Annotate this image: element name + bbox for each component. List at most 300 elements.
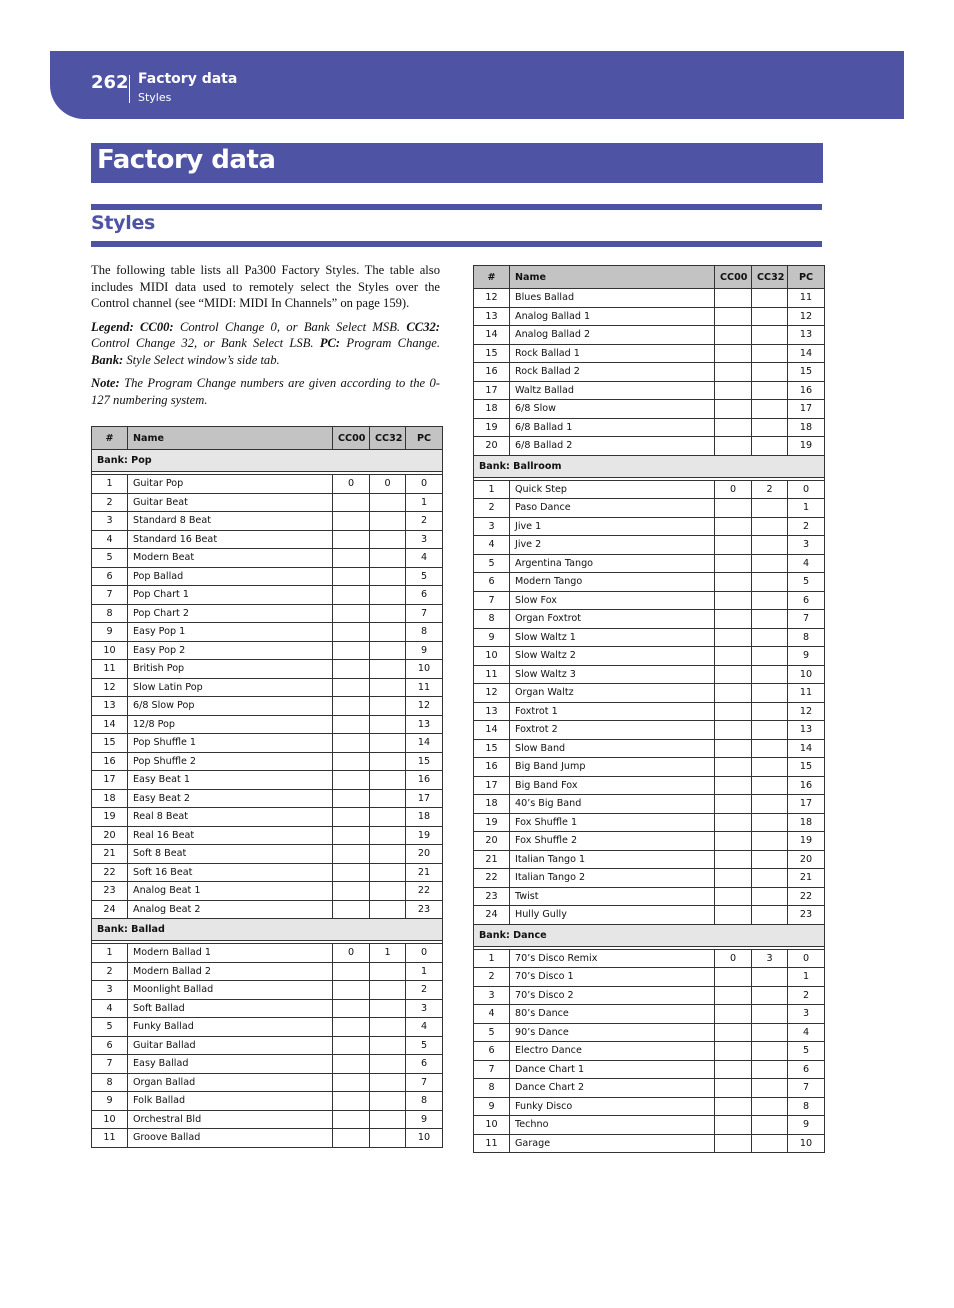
col-cc00-cell [333,808,370,827]
col-number-cell: 8 [474,610,510,629]
col-cc32-cell [370,1110,406,1129]
col-number-cell: 5 [474,1023,510,1042]
col-number-cell: 21 [92,845,128,864]
table-row [92,900,443,919]
col-cc32-cell [370,493,406,512]
col-cc32-cell [370,1055,406,1074]
col-cc00-cell [715,289,752,308]
col-name-cell: 6/8 Slow [510,400,715,419]
col-pc-cell: 10 [406,1129,443,1148]
title-bar [91,143,823,183]
col-name-cell: Slow Fox [510,591,715,610]
col-cc32-cell [752,307,788,326]
col-number-cell: 16 [92,752,128,771]
col-pc-cell: 11 [406,678,443,697]
cc00-text: Control Change 0, or Bank Select MSB. [179,319,401,334]
col-cc00-cell [333,845,370,864]
col-cc00-cell [333,999,370,1018]
table-row [474,344,825,363]
col-cc00-cell [715,591,752,610]
col-cc00-cell [715,610,752,629]
col-pc-cell: 16 [788,381,825,400]
page-title: Factory data [97,145,276,175]
table-row [474,437,825,456]
legend-paragraph [91,319,440,369]
col-number-cell: 8 [92,604,128,623]
col-cc32-cell [752,665,788,684]
table-row [474,610,825,629]
col-cc32-cell [752,1097,788,1116]
col-cc00-cell [715,307,752,326]
col-number-cell: 24 [474,906,510,925]
col-name-cell: Hully Gully [510,906,715,925]
col-pc-cell: 5 [406,1036,443,1055]
col-number-cell: 11 [92,1129,128,1148]
col-number-cell: 7 [474,591,510,610]
col-cc32-cell [370,697,406,716]
table-row [92,1092,443,1111]
col-number-cell: 6 [474,1042,510,1061]
col-cc32-cell [752,418,788,437]
col-cc32-cell [752,850,788,869]
col-pc-cell: 7 [788,1079,825,1098]
col-number-cell: 19 [92,808,128,827]
col-pc-cell: 6 [406,586,443,605]
col-pc-cell: 5 [788,1042,825,1061]
col-number-cell: 1 [92,475,128,494]
col-cc00-cell [333,882,370,901]
table-row [92,1055,443,1074]
table-row [474,665,825,684]
col-cc00-cell [333,530,370,549]
col-pc-cell: 0 [406,944,443,963]
col-name-cell: Blues Ballad [510,289,715,308]
col-pc-cell: 16 [406,771,443,790]
col-name-cell: Waltz Ballad [510,381,715,400]
header-section: Factory data [138,71,238,87]
col-cc00-cell [715,517,752,536]
col-cc32-cell [752,289,788,308]
col-cc00-cell [715,968,752,987]
table-row [474,869,825,888]
table-row [474,906,825,925]
col-cc00-cell [715,758,752,777]
col-name-cell: 70’s Disco 1 [510,968,715,987]
table-row [92,715,443,734]
col-cc32-cell [752,776,788,795]
col-cc32-cell: 1 [370,944,406,963]
col-name-cell: Big Band Jump [510,758,715,777]
table-row [92,660,443,679]
col-cc32-cell [370,771,406,790]
col-name-cell: Standard 8 Beat [128,512,333,531]
col-number-cell: 9 [474,628,510,647]
col-pc-cell: 3 [788,1005,825,1024]
col-name-cell: Italian Tango 2 [510,869,715,888]
col-cc00-cell [715,1116,752,1135]
table-header-row [474,266,825,289]
col-pc-cell: 10 [788,665,825,684]
col-name-cell: Analog Beat 2 [128,900,333,919]
col-name-cell: Electro Dance [510,1042,715,1061]
col-cc00-cell [333,641,370,660]
col-name-cell: Quick Step [510,480,715,499]
col-pc-cell: 12 [788,307,825,326]
col-name-cell: Modern Tango [510,573,715,592]
col-number-cell: 2 [92,493,128,512]
col-cc00-cell [715,326,752,345]
col-pc-cell: 12 [406,697,443,716]
col-name-cell: Italian Tango 1 [510,850,715,869]
col-name-cell: 6/8 Ballad 1 [510,418,715,437]
table-row [474,1042,825,1061]
col-pc-cell: 23 [406,900,443,919]
col-number-cell: 15 [474,739,510,758]
table-row [92,549,443,568]
col-cc00-cell [715,869,752,888]
col-number-cell: 23 [474,887,510,906]
col-name-cell: 12/8 Pop [128,715,333,734]
table-row [92,1018,443,1037]
col-number-cell: 17 [92,771,128,790]
table-row [92,604,443,623]
col-pc-cell: 17 [788,400,825,419]
col-cc32-cell [370,1018,406,1037]
col-pc-cell: 21 [406,863,443,882]
col-pc-cell: 1 [406,962,443,981]
col-name-cell: Rock Ballad 2 [510,363,715,382]
col-name-cell: Foxtrot 1 [510,702,715,721]
note-label: Note: [91,376,120,390]
table-row [92,981,443,1000]
col-pc-cell: 13 [788,721,825,740]
col-name-cell: British Pop [128,660,333,679]
col-cc32-cell [752,591,788,610]
col-number-cell: 10 [92,1110,128,1129]
col-pc-cell: 23 [788,906,825,925]
col-cc32-header: CC32 [370,427,406,450]
col-cc00-cell [715,1042,752,1061]
col-number-cell: 17 [474,381,510,400]
col-cc32-cell [752,1023,788,1042]
col-name-cell: Jive 2 [510,536,715,555]
col-number-cell: 17 [474,776,510,795]
col-number-cell: 18 [474,795,510,814]
col-number-cell: 10 [474,1116,510,1135]
col-number-cell: 7 [474,1060,510,1079]
col-pc-cell: 18 [406,808,443,827]
col-cc32-cell [752,684,788,703]
col-pc-cell: 4 [406,1018,443,1037]
col-pc-cell: 19 [406,826,443,845]
table-row [92,530,443,549]
col-pc-cell: 8 [406,623,443,642]
table-row [92,1129,443,1148]
col-cc32-cell [752,344,788,363]
col-name-cell: Guitar Pop [128,475,333,494]
col-pc-cell: 1 [788,499,825,518]
col-number-cell: 14 [92,715,128,734]
col-cc32-cell [370,715,406,734]
col-cc32-cell [370,962,406,981]
table-row [92,944,443,963]
table-row [474,721,825,740]
legend-label: Legend: [91,319,134,334]
col-number-cell: 1 [92,944,128,963]
col-cc00-cell [333,1092,370,1111]
col-cc32-cell [370,734,406,753]
col-number-cell: 24 [92,900,128,919]
col-number-cell: 15 [474,344,510,363]
col-number-cell: 11 [474,1134,510,1153]
table-row [474,1134,825,1153]
col-name-cell: Rock Ballad 1 [510,344,715,363]
col-cc32-cell: 3 [752,949,788,968]
col-cc32-cell [752,813,788,832]
col-cc32-cell [370,1129,406,1148]
col-cc00-cell [715,887,752,906]
table-row [474,326,825,345]
col-name-cell: Real 8 Beat [128,808,333,827]
col-cc32-cell [370,641,406,660]
col-cc32-cell [752,906,788,925]
col-cc00-cell [715,832,752,851]
col-pc-cell: 4 [788,554,825,573]
col-cc00-cell [333,752,370,771]
bank-row [474,455,825,477]
col-number-cell: 4 [474,1005,510,1024]
col-pc-cell: 15 [788,758,825,777]
col-name-cell: Dance Chart 1 [510,1060,715,1079]
table-row [92,678,443,697]
col-cc32-cell [752,1005,788,1024]
col-pc-cell: 9 [788,1116,825,1135]
col-number-cell: 4 [474,536,510,555]
col-cc00-cell [333,789,370,808]
col-number-cell: 2 [474,968,510,987]
cc00-label: CC00: [140,319,174,334]
col-cc00-cell [333,660,370,679]
col-pc-cell: 13 [406,715,443,734]
col-cc32-cell [370,623,406,642]
table-row [92,734,443,753]
table-row [92,512,443,531]
col-pc-cell: 10 [788,1134,825,1153]
table-row [92,752,443,771]
cc32-label: CC32: [406,319,440,334]
col-name-cell: Slow Band [510,739,715,758]
col-pc-cell: 17 [788,795,825,814]
intro-paragraph: The following table lists all Pa300 Factory Styles. The table also includes MIDI data used to remotely select the Styles over the Control channel (see “MIDI: MIDI In Channels” on page 159). [91,263,440,310]
col-pc-cell: 4 [406,549,443,568]
table-row [474,1079,825,1098]
col-pc-cell: 20 [788,850,825,869]
col-number-cell: 3 [474,986,510,1005]
col-name-cell: Slow Waltz 1 [510,628,715,647]
col-number-cell: 13 [474,702,510,721]
col-name-cell: Easy Pop 1 [128,623,333,642]
col-number-cell: 19 [474,813,510,832]
col-cc00-cell [715,344,752,363]
col-number-cell: 5 [92,549,128,568]
col-cc00-cell [715,739,752,758]
col-pc-cell: 16 [788,776,825,795]
col-pc-cell: 0 [788,949,825,968]
col-number-cell: 8 [474,1079,510,1098]
col-cc32-cell [370,752,406,771]
col-number-cell: 20 [474,832,510,851]
col-pc-cell: 9 [788,647,825,666]
col-cc32-cell [752,381,788,400]
col-name-cell: Analog Ballad 1 [510,307,715,326]
table-row [474,573,825,592]
col-cc00-cell [715,381,752,400]
col-name-cell: 6/8 Ballad 2 [510,437,715,456]
col-name-cell: Soft Ballad [128,999,333,1018]
table-row [474,499,825,518]
col-cc00-cell [333,678,370,697]
col-cc00-cell [333,623,370,642]
col-cc00-cell [333,771,370,790]
col-number-cell: 2 [474,499,510,518]
table-row [474,480,825,499]
col-number-cell: 14 [474,326,510,345]
col-cc32-cell [752,437,788,456]
col-name-cell: Organ Ballad [128,1073,333,1092]
col-name-cell: 70’s Disco Remix [510,949,715,968]
col-cc00-cell [715,721,752,740]
table-row [474,307,825,326]
col-name-cell: Organ Foxtrot [510,610,715,629]
col-cc00-cell [715,628,752,647]
col-number-cell: 3 [92,981,128,1000]
table-row [474,381,825,400]
col-number-cell: 12 [474,289,510,308]
col-cc32-cell [370,512,406,531]
col-number-cell: 20 [474,437,510,456]
col-cc00-cell [715,1023,752,1042]
col-number-cell: 9 [92,623,128,642]
col-number-cell: 10 [474,647,510,666]
col-number-cell: 23 [92,882,128,901]
table-header-row [92,427,443,450]
table-row [92,863,443,882]
heading-rule-bottom [91,241,822,247]
col-pc-cell: 8 [406,1092,443,1111]
col-cc00-cell: 0 [333,944,370,963]
col-cc32-cell [752,1060,788,1079]
note-paragraph [91,375,440,408]
col-pc-cell: 3 [788,536,825,555]
table-row [92,475,443,494]
col-number-cell: 11 [92,660,128,679]
col-name-cell: Argentina Tango [510,554,715,573]
col-cc32-cell [370,789,406,808]
header-band [50,51,904,119]
col-pc-cell: 0 [788,480,825,499]
col-name-cell: Orchestral Bld [128,1110,333,1129]
col-cc00-cell: 0 [715,480,752,499]
bank-text: Style Select window’s side tab. [126,352,280,367]
col-pc-cell: 6 [788,591,825,610]
col-cc00-cell [333,981,370,1000]
col-cc32-cell [752,887,788,906]
table-row [92,962,443,981]
table-row [92,1036,443,1055]
col-name-cell: Analog Ballad 2 [510,326,715,345]
col-pc-cell: 4 [788,1023,825,1042]
header-divider [129,75,130,103]
col-cc32-cell [370,981,406,1000]
col-cc32-cell [752,400,788,419]
col-number-cell: 8 [92,1073,128,1092]
col-cc00-cell: 0 [333,475,370,494]
table-row [92,586,443,605]
col-cc00-cell [715,647,752,666]
col-pc-cell: 3 [406,999,443,1018]
col-cc32-cell [752,739,788,758]
col-number-cell: 1 [474,480,510,499]
col-cc32-cell [370,604,406,623]
col-cc32-cell [370,882,406,901]
col-number-cell: 14 [474,721,510,740]
table-row [92,493,443,512]
col-number-cell: 7 [92,1055,128,1074]
col-number-cell: 6 [92,1036,128,1055]
col-pc-cell: 18 [788,418,825,437]
col-number-cell: 9 [92,1092,128,1111]
col-cc00-cell [715,665,752,684]
col-pc-cell: 18 [788,813,825,832]
col-cc32-cell [752,628,788,647]
col-number-cell: 13 [474,307,510,326]
col-cc00-cell [333,962,370,981]
col-name-cell: Easy Pop 2 [128,641,333,660]
col-cc00-cell [715,573,752,592]
col-cc32-cell [752,363,788,382]
col-pc-cell: 1 [406,493,443,512]
col-cc32-cell [752,573,788,592]
col-cc00-cell [715,813,752,832]
col-pc-cell: 21 [788,869,825,888]
col-number-cell: 12 [474,684,510,703]
table-row [92,623,443,642]
table-row [474,949,825,968]
col-cc32-cell [370,549,406,568]
col-pc-cell: 5 [788,573,825,592]
col-name-cell: Real 16 Beat [128,826,333,845]
col-name-cell: 40’s Big Band [510,795,715,814]
col-cc32-cell [370,530,406,549]
col-name-cell: Easy Ballad [128,1055,333,1074]
col-pc-cell: 2 [788,517,825,536]
table-row [474,850,825,869]
col-cc32-cell [370,660,406,679]
col-number-header: # [474,266,510,289]
table-row [474,1060,825,1079]
col-name-cell: 80’s Dance [510,1005,715,1024]
table-row [92,1110,443,1129]
cc32-text: Control Change 32, or Bank Select LSB. [91,336,314,350]
col-name-cell: Techno [510,1116,715,1135]
table-row [92,567,443,586]
col-pc-cell: 0 [406,475,443,494]
col-number-cell: 18 [474,400,510,419]
col-cc00-cell [333,512,370,531]
bank-label: Bank: Pop [92,450,443,472]
col-cc32-cell [752,1042,788,1061]
col-name-cell: Fox Shuffle 1 [510,813,715,832]
